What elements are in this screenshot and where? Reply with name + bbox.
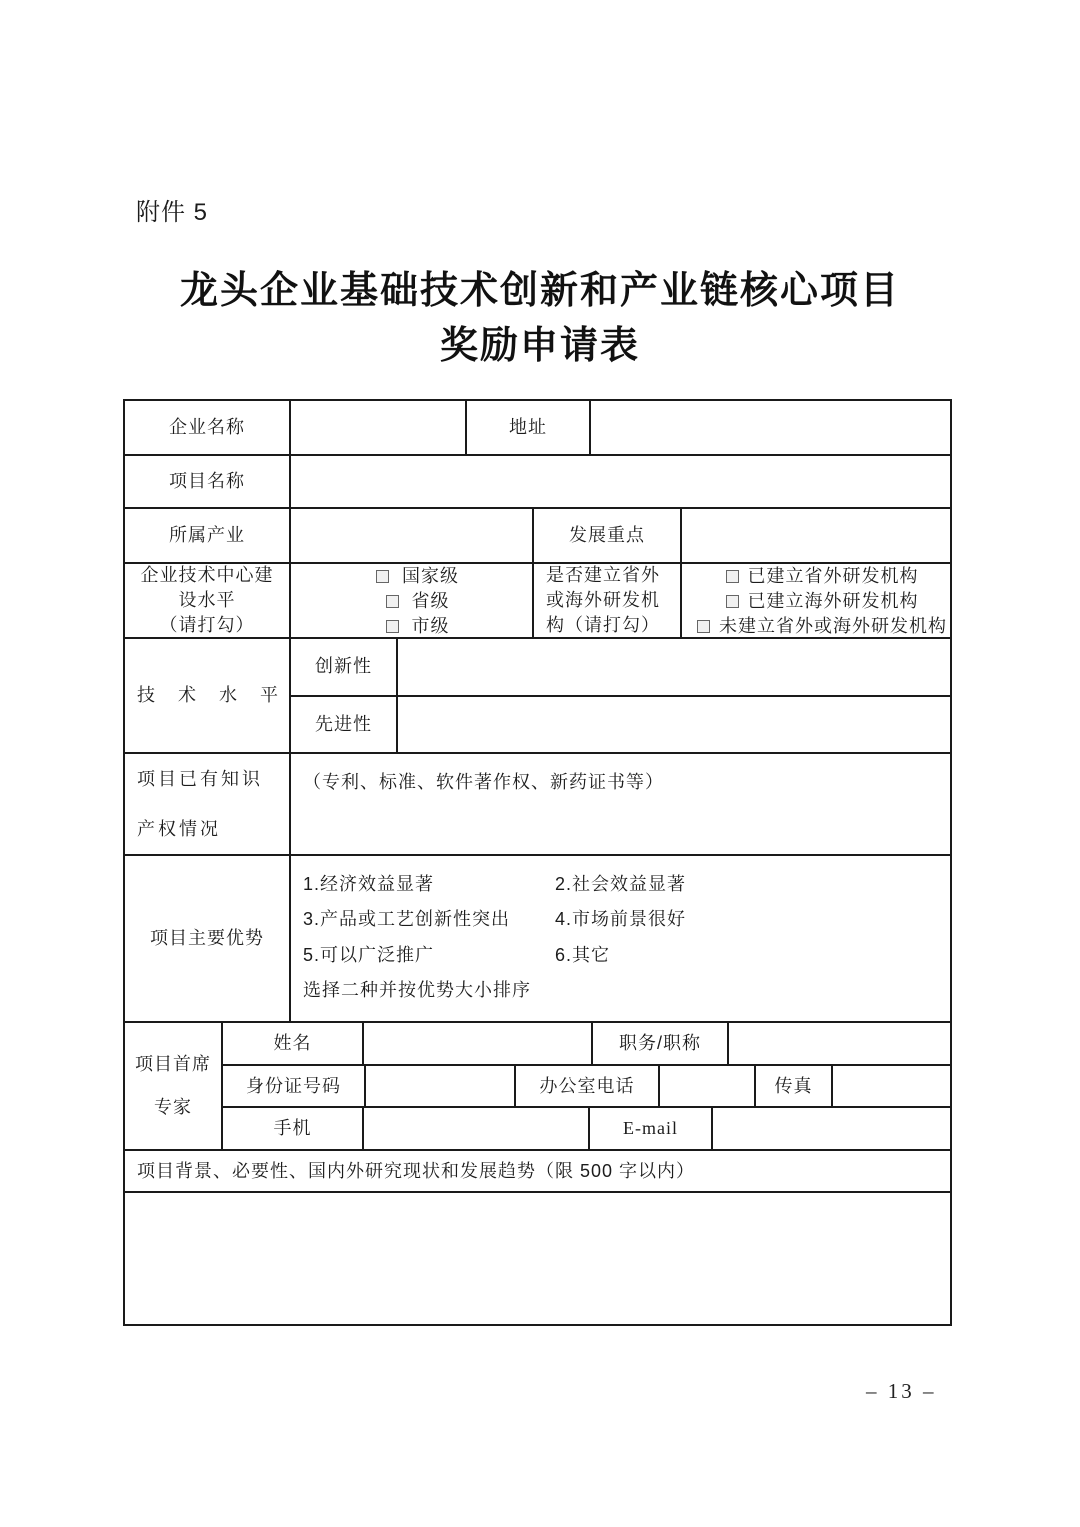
advantage-5: 5.可以广泛推广 [303,944,435,965]
row-tech-center [125,564,950,639]
checkbox-provincial-icon [386,595,399,608]
page-number: – 13 – [866,1379,937,1403]
advantages-line-3 [303,943,940,968]
option-rd-none [697,614,947,639]
address-field [591,401,950,454]
advantages-line-1 [303,872,940,897]
fax-field [833,1066,950,1107]
industry-field [291,509,534,562]
option-provincial [386,589,450,614]
development-focus-field [682,509,950,562]
industry-label: 所属产业 [125,509,291,562]
tech-level-subtable [291,639,950,752]
row-project-name [125,456,950,509]
id-label: 身份证号码 [223,1066,366,1107]
project-name-field [291,456,950,507]
development-focus-label: 发展重点 [534,509,682,562]
ip-hint: （专利、标准、软件著作权、新药证书等） [303,772,664,792]
tech-center-label-text: 企业技术中心建设水平 [140,565,274,610]
company-name-label: 企业名称 [125,401,291,454]
title-field [729,1023,950,1064]
option-municipal [386,614,450,639]
ip-label [125,754,291,854]
row-tech-level [125,639,950,754]
option-rd-none-label: 未建立省外或海外研发机构 [719,616,947,636]
ip-field [291,754,950,854]
option-national-label: 国家级 [402,566,459,586]
tech-level-label-text: 技术水平 [137,685,279,705]
mobile-label: 手机 [223,1108,364,1149]
advantage-6: 6.其它 [555,944,611,965]
row-company [125,401,950,456]
advantages-line-2 [303,907,940,932]
name-field [364,1023,593,1064]
subrow-id [223,1066,950,1109]
option-municipal-label: 市级 [411,616,450,636]
office-phone-label: 办公室电话 [516,1066,660,1107]
advantages-note: 选择二种并按优势大小排序 [303,979,531,1000]
checkbox-rd-overseas-icon [726,595,739,608]
fax-label: 传真 [756,1066,833,1107]
overseas-rd-label [534,564,682,637]
overseas-rd-label-text: 是否建立省外或海外研发机构（请打勾） [546,565,660,635]
chief-expert-label-text: 项目首席专家 [135,1054,211,1117]
title-line-1: 龙头企业基础技术创新和产业链核心项目 [179,270,900,312]
option-provincial-label: 省级 [411,591,450,611]
row-ip [125,754,950,856]
innovation-field [398,639,950,695]
row-background-field [125,1193,950,1324]
page-title [0,264,1080,374]
email-label: E-mail [590,1108,713,1149]
tech-level-label [125,639,291,752]
option-rd-overseas [726,589,919,614]
name-label: 姓名 [223,1023,364,1064]
option-rd-provincial [726,564,919,589]
tech-center-options [291,564,534,637]
advancement-field [398,697,950,753]
id-field [366,1066,516,1107]
overseas-rd-options [682,564,950,637]
advantages-field [291,856,950,1021]
title-label: 职务/职称 [593,1023,729,1064]
advantage-1: 1.经济效益显著 [303,874,435,894]
title-line-2: 奖励申请表 [439,325,640,367]
application-form-table [123,399,952,1326]
row-background-label [125,1151,950,1193]
subrow-mobile [223,1108,950,1149]
office-phone-field [660,1066,756,1107]
subrow-innovation [291,639,950,697]
address-label: 地址 [467,401,591,454]
checkbox-rd-none-icon [697,620,710,633]
advantage-3: 3.产品或工艺创新性突出 [303,909,511,930]
row-advantages [125,856,950,1023]
advancement-label: 先进性 [291,697,398,753]
project-name-label: 项目名称 [125,456,291,507]
company-name-field [291,401,467,454]
ip-label-text: 项目已有知识产权情况 [137,769,263,839]
option-national [376,564,459,589]
row-chief-expert [125,1023,950,1151]
chief-expert-label [125,1023,223,1149]
option-rd-provincial-label: 已建立省外研发机构 [747,566,919,586]
chief-expert-subtable [223,1023,950,1149]
advantage-2: 2.社会效益显著 [555,874,687,894]
tech-center-label [125,564,291,637]
attachment-label: 附件 5 [136,199,209,226]
subrow-advancement [291,697,950,753]
background-field [125,1193,950,1324]
checkbox-rd-provincial-icon [726,570,739,583]
mobile-field [364,1108,590,1149]
checkbox-national-icon [376,570,389,583]
advantage-4: 4.市场前景很好 [555,909,687,930]
advantages-label: 项目主要优势 [125,856,291,1021]
row-industry [125,509,950,564]
tech-center-hint: （请打勾） [159,615,255,635]
background-label: 项目背景、必要性、国内外研究现状和发展趋势（限 500 字以内） [137,1160,696,1181]
email-field [713,1108,950,1149]
checkbox-municipal-icon [386,620,399,633]
option-rd-overseas-label: 已建立海外研发机构 [747,591,919,611]
subrow-name [223,1023,950,1066]
innovation-label: 创新性 [291,639,398,695]
